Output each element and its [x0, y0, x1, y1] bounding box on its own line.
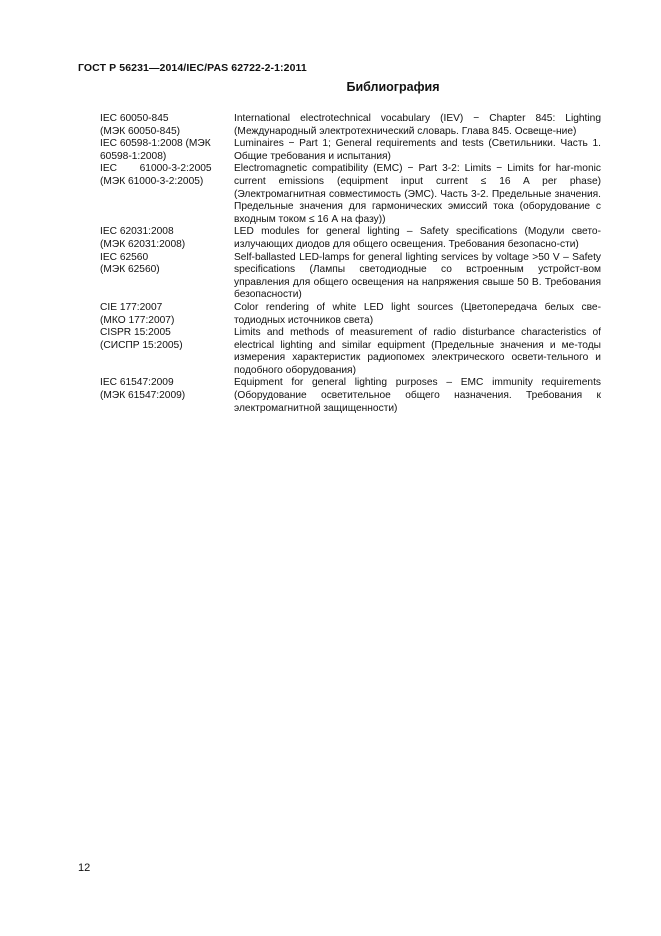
- reference-code: [100, 252, 234, 302]
- reference-code-line: IEC 60598-1:2008 (МЭК: [100, 138, 211, 150]
- reference-code-line: CIE 177:2007: [100, 301, 163, 313]
- bibliography-entry: [100, 226, 601, 251]
- reference-description: International electrotechnical vocabulary (IEV) − Chapter 845: Lighting (Международный электротехнический словарь. Глава 845. Освеще-ние): [234, 113, 601, 137]
- reference-code-line: (МЭК 61000-3-2:2005): [100, 175, 204, 187]
- document-header: ГОСТ Р 56231—2014/IEC/PAS 62722-2-1:2011: [78, 62, 307, 74]
- bibliography-entry: [100, 377, 601, 415]
- page-number: 12: [78, 862, 91, 874]
- reference-code: [100, 302, 234, 327]
- reference-code-line: IEC 62560: [100, 251, 149, 263]
- reference-code-line: (МЭК 62560): [100, 264, 160, 276]
- bibliography-entry: [100, 163, 601, 226]
- reference-description: Luminaires − Part 1; General requirements and tests (Светильники. Часть 1. Общие требования и испытания): [234, 138, 601, 162]
- reference-code-line: IEC 62031:2008: [100, 226, 174, 238]
- reference-description: Electromagnetic compatibility (EMC) − Part 3-2: Limits − Limits for har-monic current emissions (equipment input current ≤ 16 A per phase) (Электромагнитная совместимость (ЭМС). Часть 3-2. Предельные значения. Предельные значения для гармонических эмиссий тока (оборудование с входным током ≤ 16 А на фазу)): [234, 163, 601, 225]
- bibliography-entry: [100, 327, 601, 377]
- bibliography-entry: [100, 302, 601, 327]
- reference-code: [100, 113, 234, 138]
- section-title: Библиография: [346, 80, 440, 94]
- reference-code-line: (МЭК 60050-845): [100, 125, 181, 137]
- reference-code-line: IEC 61000-3-2:2005: [100, 163, 212, 175]
- reference-code-line: 60598-1:2008): [100, 150, 167, 162]
- bibliography-entry: [100, 252, 601, 302]
- reference-description: Limits and methods of measurement of radio disturbance characteristics of electrical lighting and similar equipment (Предельные значения и ме-тоды измерения характеристик радиопомех электрического освети-тельного и подобного оборудования): [234, 327, 601, 376]
- reference-code-line: IEC 61547:2009: [100, 377, 174, 389]
- bibliography-entry: [100, 113, 601, 138]
- bibliography-list: [100, 113, 601, 415]
- reference-code: [100, 138, 234, 163]
- reference-code: [100, 377, 234, 415]
- reference-description: Self-ballasted LED-lamps for general lighting services by voltage >50 V – Safety specifications (Лампы светодиодные со встроенным устройст-вом управления для общего освещения на напряжения свыше 50 В. Требования безопасности): [234, 251, 601, 301]
- reference-code-line: (МЭК 61547:2009): [100, 390, 186, 402]
- reference-code-line: CISPR 15:2005: [100, 327, 171, 339]
- reference-code-line: (МКО 177:2007): [100, 314, 175, 326]
- reference-code-line: (СИСПР 15:2005): [100, 339, 183, 351]
- reference-code-line: IEC 60050-845: [100, 113, 169, 124]
- reference-code-line: (МЭК 62031:2008): [100, 238, 186, 250]
- reference-code: [100, 327, 234, 377]
- reference-code: [100, 163, 234, 226]
- reference-description: Equipment for general lighting purposes – EMC immunity requirements (Оборудование осветительное общего назначения. Требования к электромагнитной защищенности): [234, 377, 601, 414]
- reference-code: [100, 226, 234, 251]
- reference-description: LED modules for general lighting – Safety specifications (Модули свето-излучающих диодов для общего освещения. Требования безопасно-сти): [234, 226, 601, 250]
- bibliography-entry: [100, 138, 601, 163]
- reference-description: Color rendering of white LED light sources (Цветопередача белых све-тодиодных источников света): [234, 301, 601, 326]
